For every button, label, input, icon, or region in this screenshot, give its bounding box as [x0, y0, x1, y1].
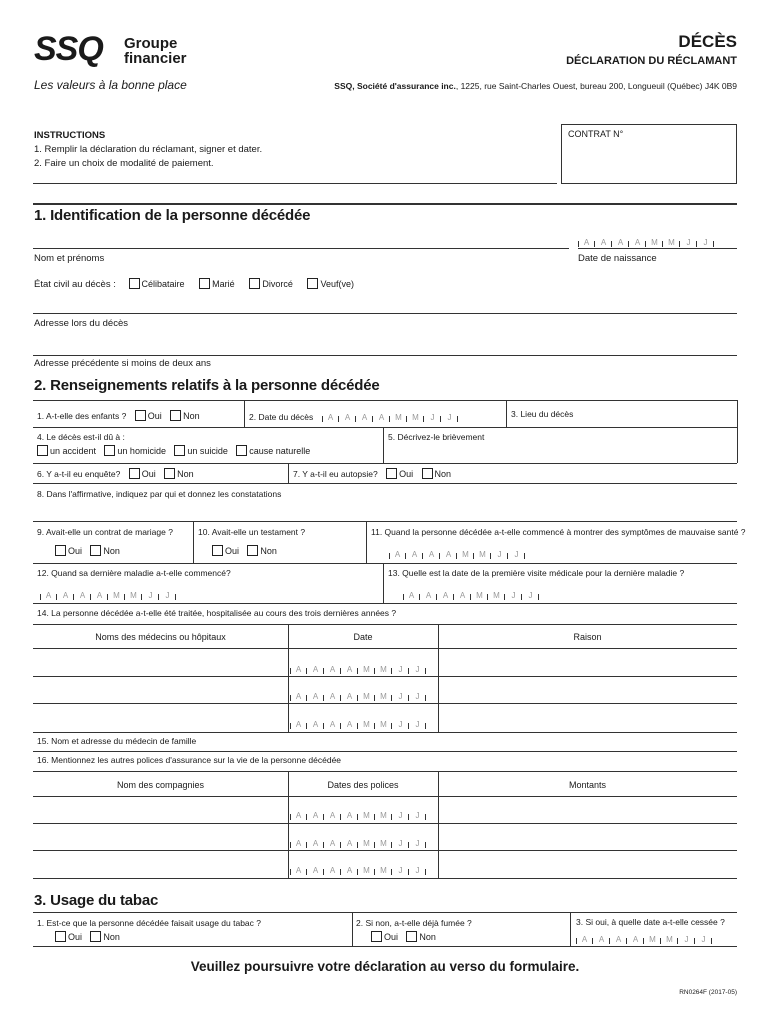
date-placeholder-letter: A	[290, 720, 307, 729]
q8-findings-label: 8. Dans l'affirmative, indiquez par qui et donnez les constatations	[37, 489, 282, 499]
divider	[33, 400, 737, 401]
continue-notice: Veuillez poursuivre votre déclaration au verso du formulaire.	[190, 959, 580, 974]
form-title: DÉCÈS	[678, 32, 737, 51]
s3-q2-yes-option[interactable]: Oui	[371, 931, 398, 942]
date-placeholder-letter: A	[406, 550, 423, 559]
q1-children: 1. A-t-elle des enfants ? Oui Non	[37, 411, 200, 421]
contract-number-field[interactable]	[561, 124, 737, 184]
date-placeholder-letter: A	[322, 413, 339, 422]
company-address	[334, 81, 737, 91]
date-placeholder-letter: J	[508, 550, 525, 559]
s3-q2-options	[371, 931, 442, 942]
date-placeholder-letter: J	[159, 591, 176, 600]
q5-describe-label: 5. Décrivez-le brièvement	[388, 432, 485, 442]
q16-date-field-2[interactable]	[290, 834, 426, 848]
date-placeholder-letter: A	[423, 550, 440, 559]
date-placeholder-letter: A	[339, 413, 356, 422]
date-placeholder-letter: J	[392, 665, 409, 674]
q14-col-date: Date	[353, 632, 373, 642]
date-placeholder-letter: M	[375, 811, 392, 820]
date-placeholder-letter: A	[324, 866, 341, 875]
date-placeholder-letter: M	[474, 550, 491, 559]
q6-no-option[interactable]: Non	[164, 468, 194, 479]
date-placeholder-letter: A	[454, 591, 471, 600]
date-placeholder-letter: M	[375, 839, 392, 848]
company-street: , 1225, rue Saint-Charles Ouest, bureau 200, Longueuil (Québec) J4K 0B9	[455, 81, 737, 91]
q7-yes-option[interactable]: Oui	[386, 468, 413, 479]
date-placeholder-letter: A	[290, 692, 307, 701]
date-placeholder-letter: J	[697, 238, 714, 247]
date-placeholder-letter: M	[488, 591, 505, 600]
date-placeholder-letter: A	[341, 665, 358, 674]
date-placeholder-letter: M	[390, 413, 407, 422]
date-placeholder-letter: A	[440, 550, 457, 559]
q16-date-field-3[interactable]	[290, 861, 426, 875]
q4-cause-options	[37, 445, 316, 456]
date-placeholder-letter: A	[324, 839, 341, 848]
company-name: SSQ, Société d'assurance inc.	[334, 81, 456, 91]
q14-col-reason: Raison	[573, 632, 602, 642]
date-placeholder-letter: J	[409, 665, 426, 674]
q14-treatment-label: 14. La personne décédée a-t-elle été traitée, hospitalisée au cours des trois dernières années ?	[37, 608, 397, 618]
cause-homicide-option[interactable]: un homicide	[104, 445, 166, 456]
checkbox[interactable]	[307, 278, 318, 289]
date-placeholder-letter: J	[505, 591, 522, 600]
checkbox[interactable]	[249, 278, 260, 289]
form-subtitle: DÉCLARATION DU RÉCLAMANT	[566, 55, 737, 67]
q14-col-doctors: Noms des médecins ou hôpitaux	[95, 632, 226, 642]
q16-col-amounts: Montants	[568, 780, 607, 790]
civil-single-option[interactable]: Célibataire	[129, 278, 185, 289]
date-placeholder-letter: M	[644, 935, 661, 944]
date-placeholder-letter: A	[593, 935, 610, 944]
checkbox[interactable]	[135, 410, 146, 421]
date-placeholder-letter: M	[375, 720, 392, 729]
date-placeholder-letter: J	[392, 839, 409, 848]
s3-q2-ever-smoked-label: 2. Si non, a-t-elle déjà fumée ?	[356, 918, 472, 928]
checkbox[interactable]	[129, 278, 140, 289]
instructions-title: INSTRUCTIONS	[34, 130, 106, 141]
date-placeholder-letter: A	[341, 839, 358, 848]
illness-start-date-field[interactable]	[40, 586, 176, 600]
date-placeholder-letter: J	[678, 935, 695, 944]
checkbox[interactable]	[164, 468, 175, 479]
checkbox[interactable]	[129, 468, 140, 479]
checkbox[interactable]	[406, 931, 417, 942]
date-placeholder-letter: A	[307, 839, 324, 848]
prev-address-label: Adresse précédente si moins de deux ans	[34, 358, 211, 369]
date-placeholder-letter: M	[661, 935, 678, 944]
date-placeholder-letter: M	[407, 413, 424, 422]
date-placeholder-letter: A	[576, 935, 593, 944]
checkbox[interactable]	[174, 445, 185, 456]
quit-date-field[interactable]	[576, 930, 712, 944]
name-label: Nom et prénoms	[34, 253, 105, 264]
date-placeholder-letter: A	[307, 692, 324, 701]
instruction-1: 1. Remplir la déclaration du réclamant, signer et dater.	[34, 144, 263, 155]
instruction-2: 2. Faire un choix de modalité de paiement.	[34, 158, 214, 169]
date-placeholder-letter: A	[307, 811, 324, 820]
date-placeholder-letter: A	[290, 866, 307, 875]
s3-q1-tobacco-label: 1. Est-ce que la personne décédée faisait usage du tabac ?	[37, 918, 261, 928]
date-placeholder-letter: J	[424, 413, 441, 422]
date-placeholder-letter: J	[695, 935, 712, 944]
s3-q1-options	[55, 931, 126, 942]
date-placeholder-letter: M	[663, 238, 680, 247]
date-placeholder-letter: A	[341, 720, 358, 729]
name-field[interactable]	[33, 248, 569, 249]
date-placeholder-letter: J	[392, 811, 409, 820]
logo-line2: financier	[124, 50, 187, 67]
q12-illness-start-label: 12. Quand sa dernière maladie a-t-elle commencé?	[37, 568, 231, 578]
date-placeholder-letter: J	[392, 866, 409, 875]
date-placeholder-letter: A	[403, 591, 420, 600]
checkbox[interactable]	[371, 931, 382, 942]
logo-mark: SSQ	[34, 30, 103, 68]
checkbox[interactable]	[90, 545, 101, 556]
q1-yes-option[interactable]: Oui	[135, 410, 162, 421]
q14-date-field-2[interactable]	[290, 687, 426, 701]
date-placeholder-letter: A	[74, 591, 91, 600]
death-date-field[interactable]	[322, 408, 458, 422]
date-placeholder-letter: A	[578, 238, 595, 247]
checkbox[interactable]	[212, 545, 223, 556]
date-placeholder-letter: J	[409, 811, 426, 820]
divider	[33, 203, 737, 205]
q9-yes-option[interactable]: Oui	[55, 545, 82, 556]
birth-date-line	[578, 248, 737, 249]
date-placeholder-letter: M	[457, 550, 474, 559]
checkbox[interactable]	[104, 445, 115, 456]
divider	[33, 183, 557, 184]
date-placeholder-letter: M	[358, 692, 375, 701]
checkbox[interactable]	[90, 931, 101, 942]
q13-first-visit-label: 13. Quelle est la date de la première visite médicale pour la dernière maladie ?	[388, 568, 685, 578]
q7-autopsy: 7. Y a-t-il eu autopsie? Oui Non	[293, 469, 452, 479]
date-placeholder-letter: A	[420, 591, 437, 600]
date-placeholder-letter: M	[358, 720, 375, 729]
date-placeholder-letter: M	[108, 591, 125, 600]
date-placeholder-letter: A	[290, 665, 307, 674]
cause-natural-option[interactable]: cause naturelle	[236, 445, 310, 456]
date-placeholder-letter: A	[307, 866, 324, 875]
q1-no-option[interactable]: Non	[170, 410, 200, 421]
date-placeholder-letter: M	[125, 591, 142, 600]
s3-q2-no-option[interactable]: Non	[406, 931, 436, 942]
checkbox[interactable]	[55, 931, 66, 942]
q4-cause-label: 4. Le décès est-il dû à :	[37, 432, 125, 442]
prev-address-field[interactable]	[33, 355, 737, 356]
q3-death-place-label: 3. Lieu du décès	[511, 409, 574, 419]
first-visit-date-field[interactable]	[403, 586, 539, 600]
date-placeholder-letter: A	[57, 591, 74, 600]
date-placeholder-letter: J	[409, 720, 426, 729]
checkbox[interactable]	[37, 445, 48, 456]
date-placeholder-letter: A	[324, 811, 341, 820]
logo-line1: Groupe	[124, 35, 178, 52]
q9-marriage-contract-label: 9. Avait-elle un contrat de mariage ?	[37, 527, 173, 537]
checkbox[interactable]	[170, 410, 181, 421]
q10-options	[212, 545, 283, 556]
q6-yes-option[interactable]: Oui	[129, 468, 156, 479]
logo	[34, 30, 204, 74]
date-placeholder-letter: A	[324, 720, 341, 729]
date-placeholder-letter: M	[358, 839, 375, 848]
date-placeholder-letter: A	[341, 866, 358, 875]
date-placeholder-letter: A	[324, 692, 341, 701]
q9-no-option[interactable]: Non	[90, 545, 120, 556]
date-placeholder-letter: M	[471, 591, 488, 600]
date-placeholder-letter: J	[441, 413, 458, 422]
date-placeholder-letter: A	[91, 591, 108, 600]
date-placeholder-letter: J	[491, 550, 508, 559]
date-placeholder-letter: A	[290, 811, 307, 820]
q16-date-field-1[interactable]	[290, 806, 426, 820]
date-placeholder-letter: M	[646, 238, 663, 247]
date-placeholder-letter: M	[375, 866, 392, 875]
cause-suicide-option[interactable]: un suicide	[174, 445, 228, 456]
civil-divorced-option[interactable]: Divorcé	[249, 278, 293, 289]
q10-no-option[interactable]: Non	[247, 545, 277, 556]
q14-date-field-1[interactable]	[290, 660, 426, 674]
date-placeholder-letter: A	[341, 692, 358, 701]
date-placeholder-letter: A	[40, 591, 57, 600]
address-label: Adresse lors du décès	[34, 318, 128, 329]
address-field[interactable]	[33, 313, 737, 314]
q16-col-dates: Dates des polices	[327, 780, 399, 790]
q10-will-label: 10. Avait-elle un testament ?	[198, 527, 306, 537]
checkbox[interactable]	[247, 545, 258, 556]
q15-family-doctor-label: 15. Nom et adresse du médecin de famille	[37, 736, 197, 746]
date-placeholder-letter: A	[341, 811, 358, 820]
symptoms-date-field[interactable]	[389, 545, 525, 559]
date-placeholder-letter: A	[307, 720, 324, 729]
section-2-title: 2. Renseignements relatifs à la personne décédée	[34, 377, 380, 394]
s3-q3-quit-date-label: 3. Si oui, à quelle date a-t-elle cessée ?	[576, 917, 725, 927]
q11-symptoms-label: 11. Quand la personne décédée a-t-elle commencé à montrer des symptômes de mauvaise santé ?	[371, 527, 746, 537]
q6-inquiry: 6. Y a-t-il eu enquête? Oui Non	[37, 469, 194, 479]
q10-yes-option[interactable]: Oui	[212, 545, 239, 556]
date-placeholder-letter: M	[358, 866, 375, 875]
q2-death-date-label: 2. Date du décès	[249, 412, 314, 422]
civil-married-option[interactable]: Marié	[199, 278, 235, 289]
date-placeholder-letter: M	[375, 665, 392, 674]
q7-no-option[interactable]: Non	[422, 468, 452, 479]
s3-q1-no-option[interactable]: Non	[90, 931, 120, 942]
section-1-title: 1. Identification de la personne décédée	[34, 207, 311, 224]
date-placeholder-letter: J	[392, 720, 409, 729]
date-placeholder-letter: A	[290, 839, 307, 848]
birth-date-label: Date de naissance	[578, 253, 657, 264]
checkbox[interactable]	[55, 545, 66, 556]
civil-status-row	[34, 278, 360, 290]
q9-options	[55, 545, 126, 556]
date-placeholder-letter: A	[356, 413, 373, 422]
date-placeholder-letter: A	[324, 665, 341, 674]
tagline: Les valeurs à la bonne place	[34, 78, 187, 92]
civil-status-label: État civil au décès :	[34, 279, 116, 290]
date-placeholder-letter: M	[358, 811, 375, 820]
date-placeholder-letter: J	[409, 839, 426, 848]
date-placeholder-letter: J	[142, 591, 159, 600]
checkbox[interactable]	[236, 445, 247, 456]
date-placeholder-letter: J	[522, 591, 539, 600]
date-placeholder-letter: J	[409, 866, 426, 875]
birth-date-field[interactable]	[578, 233, 714, 247]
civil-widowed-option[interactable]: Veuf(ve)	[307, 278, 354, 289]
date-placeholder-letter: M	[358, 665, 375, 674]
section-3-title: 3. Usage du tabac	[34, 892, 159, 909]
date-placeholder-letter: A	[629, 238, 646, 247]
date-placeholder-letter: A	[437, 591, 454, 600]
date-placeholder-letter: J	[392, 692, 409, 701]
date-placeholder-letter: A	[389, 550, 406, 559]
date-placeholder-letter: M	[375, 692, 392, 701]
date-placeholder-letter: A	[307, 665, 324, 674]
checkbox[interactable]	[386, 468, 397, 479]
date-placeholder-letter: A	[595, 238, 612, 247]
q16-col-companies: Nom des compagnies	[116, 780, 205, 790]
date-placeholder-letter: J	[680, 238, 697, 247]
date-placeholder-letter: A	[610, 935, 627, 944]
date-placeholder-letter: A	[612, 238, 629, 247]
date-placeholder-letter: A	[373, 413, 390, 422]
contract-number-label: CONTRAT N°	[568, 129, 624, 139]
s3-q1-yes-option[interactable]: Oui	[55, 931, 82, 942]
date-placeholder-letter: J	[409, 692, 426, 701]
date-placeholder-letter: A	[627, 935, 644, 944]
form-code: RN0264F (2017-05)	[679, 989, 737, 996]
checkbox[interactable]	[422, 468, 433, 479]
checkbox[interactable]	[199, 278, 210, 289]
cause-accident-option[interactable]: un accident	[37, 445, 96, 456]
q16-policies-label: 16. Mentionnez les autres polices d'assurance sur la vie de la personne décédée	[37, 755, 342, 765]
q14-date-field-3[interactable]	[290, 715, 426, 729]
